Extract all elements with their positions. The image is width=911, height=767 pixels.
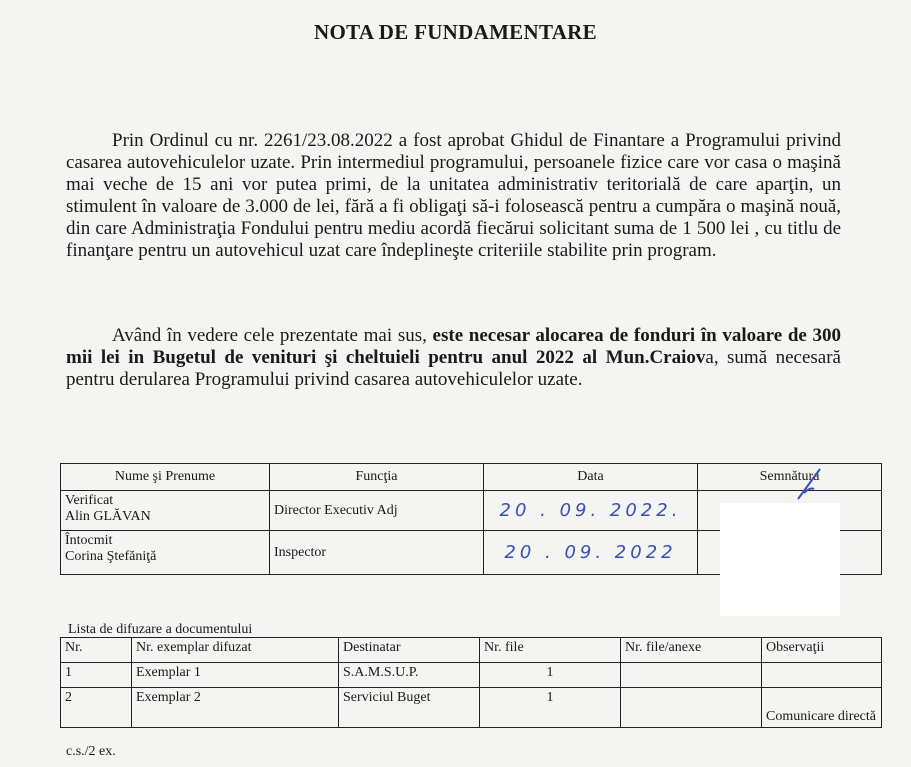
row-destinatar: Serviciul Buget [339,688,480,728]
row-file: 1 [480,663,621,688]
signature-row-1-person [61,491,270,531]
row-obs: Comunicare directă [762,688,882,728]
row-anexe [621,688,762,728]
row-nr: 1 [61,663,132,688]
header-exemplar: Nr. exemplar difuzat [132,638,339,663]
paragraph-2 [66,325,841,391]
row-destinatar: S.A.M.S.U.P. [339,663,480,688]
row-anexe [621,663,762,688]
paragraph-2-end: a, sumă necesară pentru derularea Programului privind casarea autovehiculelor uzate. [66,347,841,390]
distribution-caption: Lista de difuzare a documentului [68,622,253,637]
person-name: Alin GLĂVAN [65,509,151,524]
header-file: Nr. file [480,638,621,663]
header-destinatar: Destinatar [339,638,480,663]
header-anexe: Nr. file/anexe [621,638,762,663]
row-exemplar: Exemplar 2 [132,688,339,728]
role-label: Întocmit [65,533,113,548]
redacted-signature [720,503,840,616]
paragraph-1: Prin Ordinul cu nr. 2261/23.08.2022 a fost aprobat Ghidul de Finantare a Programului privind casarea autovehiculelor uzate. Prin intermediul programului, persoanele fizice care vor casa o maşină mai veche de 15 ani vor putea primi, de la unitatea administrativ teritorială de care aparţin, un stimulent în valoare de 3.000 de lei, fără a fi obligaţi să-i folosească pentru a cumpăra o maşină nouă, din care Administraţia Fondului pentru mediu acordă fiecărui solicitant suma de 1 500 lei , cu titlu de finanţare pentru un autovehicul uzat care îndeplineşte criteriile stabilite prin program. [66,130,841,261]
signature-stroke-icon [790,463,830,503]
function-cell: Inspector [270,531,484,575]
handwritten-date: 20 . 09. 2022. [484,491,698,531]
header-observatii: Observaţii [762,638,882,663]
paragraph-2-start: Având în vedere cele prezentate mai sus, [112,325,433,346]
document-title: NOTA DE FUNDAMENTARE [314,20,597,44]
distribution-table [60,637,882,728]
header-date: Data [484,464,698,491]
row-exemplar: Exemplar 1 [132,663,339,688]
header-name: Nume şi Prenume [61,464,270,491]
header-signature: Semnătura [698,464,882,491]
header-nr: Nr. [61,638,132,663]
paragraph-2-bold: este necesar alocarea de fonduri în valoare de 300 mii lei in Bugetul de venituri şi cheltuieli pentru anul 2022 al Mun.Craiov [66,325,842,368]
row-obs [762,663,882,688]
person-name: Corina Ştefăniţă [65,549,157,564]
function-cell: Director Executiv Adj [270,491,484,531]
copies-note: c.s./2 ex. [66,744,116,759]
row-nr: 2 [61,688,132,728]
handwritten-date: 20 . 09. 2022 [484,531,698,575]
row-file: 1 [480,688,621,728]
header-function: Funcţia [270,464,484,491]
signature-row-2-person [61,531,270,575]
role-label: Verificat [65,493,114,508]
